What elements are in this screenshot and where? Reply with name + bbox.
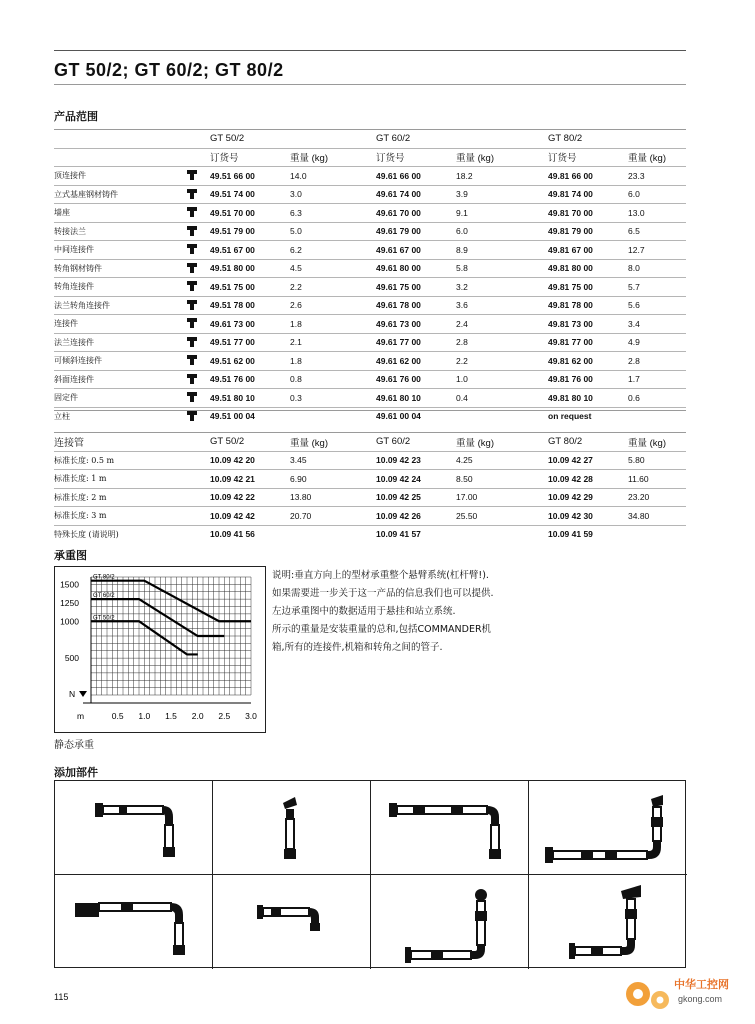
accessory-cell-4 [529,781,687,875]
weight-gt60: 6.0 [456,222,548,241]
col-weight-2: 重量 (kg) [456,148,548,167]
load-chart [55,567,265,732]
tube-code-gt60: 10.09 42 24 [376,470,456,489]
angled-coupling-icon [185,373,199,384]
tube-weight-gt60: 4.25 [456,451,548,470]
range-row [54,167,686,186]
range-item-name: 固定件 [54,389,174,408]
range-row [54,333,686,352]
range-item-name: 连接件 [54,315,174,334]
y-axis-label: N [69,689,76,699]
range-item-name: 墙座 [54,204,174,223]
load-heading: 承重图 [54,549,87,562]
order-code-gt80: 49.81 66 00 [548,167,628,186]
order-code-gt60: 49.61 80 00 [376,259,456,278]
weight-gt60: 8.9 [456,241,548,260]
order-code-gt60: 49.61 66 00 [376,167,456,186]
weight-gt50: 1.8 [290,352,376,371]
weight-gt80: 12.7 [628,241,686,260]
weight-gt60: 3.9 [456,185,548,204]
order-code-gt80: 49.81 76 00 [548,370,628,389]
tube-code-gt60: 10.09 42 26 [376,507,456,526]
order-code-gt80: 49.81 80 00 [548,259,628,278]
accessory-cell-5 [55,875,213,969]
tube-code-gt50: 10.09 42 20 [210,451,290,470]
range-item-name: 转角钢材铸件 [54,259,174,278]
weight-gt60: 3.6 [456,296,548,315]
range-item-name: 转接法兰 [54,222,174,241]
intermediate-coupling-icon [185,243,199,254]
x-tick-label: 0.5 [111,711,124,721]
col-weight-3: 重量 (kg) [628,148,686,167]
tubes-heading: 连接管 [54,438,84,450]
x-tick-label: 3.0 [245,711,257,721]
tube-code-gt60: 10.09 41 57 [376,525,456,543]
range-row [54,241,686,260]
order-code-gt80: 49.81 62 00 [548,352,628,371]
tube-row [54,451,686,470]
order-code-gt50: 49.51 77 00 [210,333,290,352]
assembly-drawing-6 [213,875,371,969]
range-row [54,278,686,297]
load-chart-frame [54,566,266,733]
weight-gt50: 2.2 [290,278,376,297]
order-code-gt60: 49.61 67 00 [376,241,456,260]
range-item-name: 可倾斜连接件 [54,352,174,371]
tube-weight-gt80: 5.80 [628,451,686,470]
tube-weight-gt50: 20.70 [290,507,376,526]
order-code-gt60: 49.61 74 00 [376,185,456,204]
note-line-3: 左边承重图中的数据适用于悬挂和站立系统. [272,606,456,617]
fixing-clamp-icon [185,391,199,402]
top-connector-icon [185,169,199,180]
tube-weight-gt80: 34.80 [628,507,686,526]
watermark [620,966,750,1018]
watermark-brand: 中华工控网 [674,978,729,991]
weight-gt50: 6.2 [290,241,376,260]
order-code-gt60: 49.61 00 04 [376,407,456,425]
accessories-grid [54,780,686,968]
tube-length-name: 标准长度: 3 m [54,507,210,526]
tube-row [54,507,686,526]
weight-gt80: 23.3 [628,167,686,186]
tube-row [54,525,686,543]
note-line-4: 所示的重量是安装重量的总和,包括COMMANDER机 [272,624,492,635]
tube-weight-3: 重量 (kg) [628,437,667,449]
col-order-1: 订货号 [210,148,290,167]
tube-length-name: 特殊长度 (请说明) [54,525,210,543]
tube-model-1: GT 50/2 [210,436,245,448]
tube-model-2: GT 60/2 [376,436,411,448]
order-code-gt80: 49.81 78 00 [548,296,628,315]
tube-code-gt50: 10.09 42 22 [210,488,290,507]
weight-gt60: 2.4 [456,315,548,334]
gear-icon [620,966,750,1018]
weight-gt80: 13.0 [628,204,686,223]
title-rule [54,84,686,85]
tube-table [54,433,686,543]
weight-gt60: 18.2 [456,167,548,186]
order-code-gt50: 49.51 74 00 [210,185,290,204]
tube-length-name: 标准长度: 0.5 m [54,451,210,470]
x-tick-label: 1.0 [138,711,151,721]
load-caption: 静态承重 [54,740,94,751]
flange-coupling-icon [185,336,199,347]
range-model-3: GT 80/2 [548,133,583,145]
weight-gt60: 9.1 [456,204,548,223]
weight-gt50: 6.3 [290,204,376,223]
order-code-gt60: 49.61 62 00 [376,352,456,371]
weight-gt60: 0.4 [456,389,548,408]
weight-gt50: 0.8 [290,370,376,389]
weight-gt80: 0.6 [628,389,686,408]
accessory-cell-8 [529,875,687,969]
assembly-drawing-3 [371,781,529,875]
order-code-gt80: 49.81 74 00 [548,185,628,204]
order-code-gt60: 49.61 76 00 [376,370,456,389]
tube-weight-gt60 [456,525,548,543]
weight-gt50: 3.0 [290,185,376,204]
tube-weight-gt50 [290,525,376,543]
accessory-cell-6 [213,875,371,969]
page-title: GT 50/2; GT 60/2; GT 80/2 [54,60,284,80]
order-code-gt80: 49.81 77 00 [548,333,628,352]
weight-gt80: 6.0 [628,185,686,204]
tube-code-gt60: 10.09 42 23 [376,451,456,470]
order-code-gt50: 49.51 62 00 [210,352,290,371]
accessory-cell-2 [213,781,371,875]
range-heading: 产品范围 [54,110,98,123]
y-tick-label: 1500 [60,579,79,590]
range-item-name: 立柱 [54,407,174,425]
weight-gt80: 6.5 [628,222,686,241]
range-item-name: 法兰连接件 [54,333,174,352]
accessory-cell-1 [55,781,213,875]
order-code-gt50: 49.61 73 00 [210,315,290,334]
range-row [54,352,686,371]
col-weight-1: 重量 (kg) [290,148,376,167]
tube-row [54,488,686,507]
order-code-gt60: 49.61 70 00 [376,204,456,223]
range-item-name: 斜面连接件 [54,370,174,389]
range-row [54,296,686,315]
tube-code-gt50: 10.09 42 21 [210,470,290,489]
range-model-1: GT 50/2 [210,133,245,145]
weight-gt80: 2.8 [628,352,686,371]
tube-weight-gt60: 25.50 [456,507,548,526]
assembly-drawing-1 [55,781,213,875]
corner-casting-icon [185,262,199,273]
x-axis-label: m [77,711,85,721]
corner-coupling-icon [185,280,199,291]
range-item-name: 立式基座钢材铸件 [54,185,174,204]
range-row [54,259,686,278]
order-code-gt50: 49.51 80 00 [210,259,290,278]
col-order-2: 订货号 [376,148,456,167]
order-code-gt50: 49.51 66 00 [210,167,290,186]
range-row [54,315,686,334]
assembly-drawing-4 [529,781,687,875]
col-order-3: 订货号 [548,148,628,167]
order-code-gt80: 49.81 79 00 [548,222,628,241]
tube-weight-gt80: 23.20 [628,488,686,507]
tube-code-gt50: 10.09 42 42 [210,507,290,526]
tube-length-name: 标准长度: 1 m [54,470,210,489]
order-code-gt80: 49.81 75 00 [548,278,628,297]
tube-code-gt80: 10.09 41 59 [548,525,628,543]
tube-weight-gt50: 13.80 [290,488,376,507]
x-tick-label: 1.5 [165,711,177,721]
series-label: GT 60/2 [93,593,115,600]
y-tick-label: 1250 [60,597,79,608]
order-code-gt60: 49.61 75 00 [376,278,456,297]
watermark-url: gkong.com [678,994,723,1004]
tube-weight-gt50: 6.90 [290,470,376,489]
weight-gt60: 3.2 [456,278,548,297]
y-tick-label: 1000 [60,616,79,627]
tube-weight-1: 重量 (kg) [290,437,329,449]
order-code-gt60: 49.61 79 00 [376,222,456,241]
range-bottom-rule [54,410,686,411]
weight-gt50: 1.8 [290,315,376,334]
flange-corner-icon [185,299,199,310]
weight-gt60: 2.2 [456,352,548,371]
range-row [54,389,686,408]
order-code-gt60: 49.61 80 10 [376,389,456,408]
order-code-gt50: 49.51 00 04 [210,407,290,425]
column-icon [185,410,199,421]
note-line-2: 如果需要进一步关于这一产品的信息我们也可以提供. [272,588,494,599]
order-code-gt50: 49.51 78 00 [210,296,290,315]
order-code-gt50: 49.51 70 00 [210,204,290,223]
order-code-gt60: 49.61 78 00 [376,296,456,315]
assembly-drawing-8 [529,875,687,969]
wall-mount-icon [185,206,199,217]
coupling-icon [185,317,199,328]
tube-code-gt60: 10.09 42 25 [376,488,456,507]
weight-gt60: 1.0 [456,370,548,389]
range-row [54,204,686,223]
tube-code-gt50: 10.09 41 56 [210,525,290,543]
range-item-name: 顶连接件 [54,167,174,186]
accessory-cell-7 [371,875,529,969]
weight-gt60: 5.8 [456,259,548,278]
range-item-name: 法兰转角连接件 [54,296,174,315]
weight-gt80: 4.9 [628,333,686,352]
y-arrow [79,691,87,697]
y-tick-label: 500 [64,653,79,664]
tube-code-gt80: 10.09 42 30 [548,507,628,526]
tube-weight-gt50: 3.45 [290,451,376,470]
weight-gt80: 5.7 [628,278,686,297]
tube-code-gt80: 10.09 42 27 [548,451,628,470]
order-code-gt50: 49.51 67 00 [210,241,290,260]
series-label: GT 80/2 [93,574,115,581]
order-code-gt50: 49.51 80 10 [210,389,290,408]
tube-code-gt80: 10.09 42 29 [548,488,628,507]
accessories-heading: 添加部件 [54,766,98,779]
tube-row [54,470,686,489]
tube-weight-gt80 [628,525,686,543]
accessory-cell-3 [371,781,529,875]
weight-gt50: 2.6 [290,296,376,315]
weight-gt50: 4.5 [290,259,376,278]
assembly-drawing-2 [213,781,371,875]
range-item-name: 转角连接件 [54,278,174,297]
note-line-5: 箱,所有的连接件,机箱和转角之间的管子. [272,642,443,653]
series-label: GT 50/2 [93,615,115,622]
range-item-name: 中间连接件 [54,241,174,260]
weight-gt50: 0.3 [290,389,376,408]
order-code-gt80: 49.81 80 10 [548,389,628,408]
order-code-gt60: 49.61 77 00 [376,333,456,352]
weight-gt60: 2.8 [456,333,548,352]
x-tick-label: 2.0 [191,711,204,721]
weight-gt50: 2.1 [290,333,376,352]
adapter-flange-icon [185,225,199,236]
tilt-coupling-icon [185,354,199,365]
assembly-drawing-5 [55,875,213,969]
order-code-gt80: 49.81 73 00 [548,315,628,334]
weight-gt50: 14.0 [290,167,376,186]
range-row [54,222,686,241]
tube-code-gt80: 10.09 42 28 [548,470,628,489]
range-model-2: GT 60/2 [376,133,411,145]
tube-weight-gt60: 17.00 [456,488,548,507]
tube-length-name: 标准长度: 2 m [54,488,210,507]
range-row [54,370,686,389]
tube-weight-2: 重量 (kg) [456,437,495,449]
order-code-gt50: 49.51 75 00 [210,278,290,297]
order-code-gt80: on request [548,407,628,425]
order-code-gt50: 49.51 76 00 [210,370,290,389]
top-rule [54,50,686,51]
weight-gt80: 1.7 [628,370,686,389]
note-line-1: 说明:垂直方向上的型材承重整个悬臂系统(杠杆臂!). [272,570,489,581]
x-tick-label: 2.5 [218,711,231,721]
page-number: 115 [54,992,69,1002]
floor-base-icon [185,188,199,199]
load-note [272,567,552,657]
tube-weight-gt80: 11.60 [628,470,686,489]
range-row [54,185,686,204]
range-table [54,130,686,425]
weight-gt50: 5.0 [290,222,376,241]
weight-gt80: 3.4 [628,315,686,334]
weight-gt80: 8.0 [628,259,686,278]
order-code-gt80: 49.81 67 00 [548,241,628,260]
order-code-gt50: 49.51 79 00 [210,222,290,241]
tube-weight-gt60: 8.50 [456,470,548,489]
order-code-gt60: 49.61 73 00 [376,315,456,334]
tube-model-3: GT 80/2 [548,436,583,448]
weight-gt80: 5.6 [628,296,686,315]
order-code-gt80: 49.81 70 00 [548,204,628,223]
assembly-drawing-7 [371,875,529,969]
